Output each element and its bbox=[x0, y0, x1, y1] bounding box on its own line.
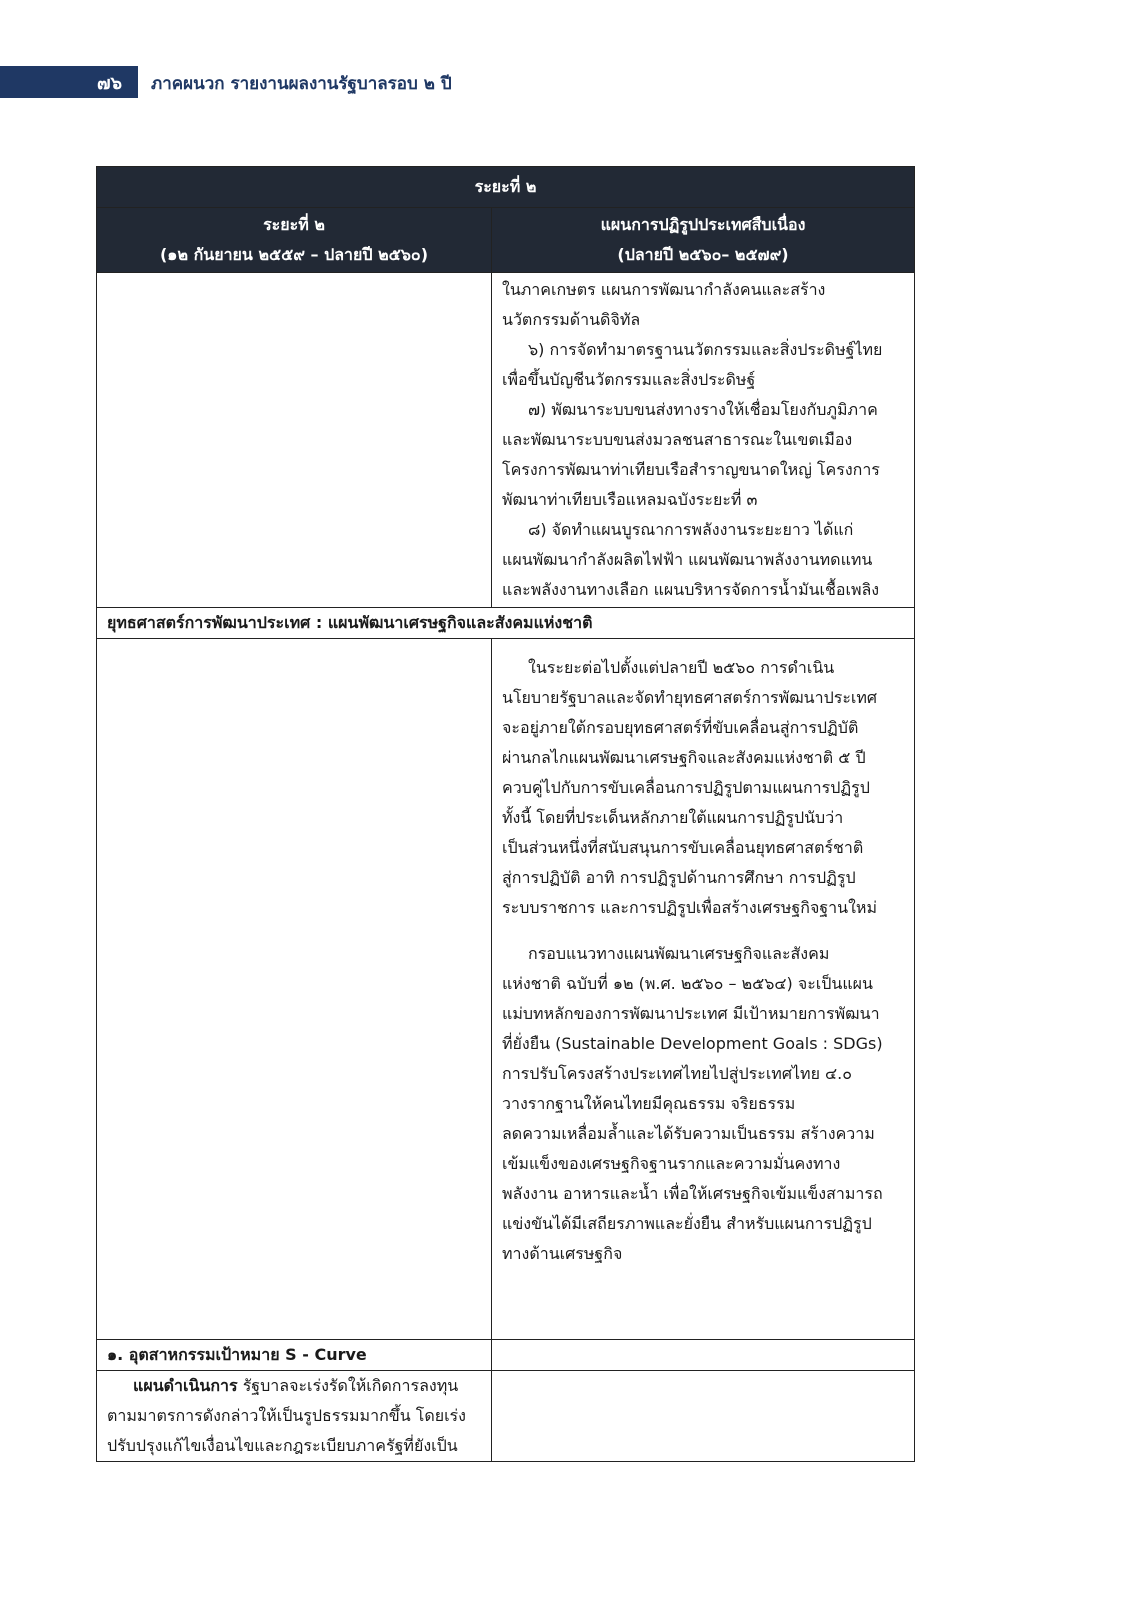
text-line: ตามมาตรการดังกล่าวให้เป็นรูปธรรมมากขึ้น โดยเร่ง bbox=[107, 1406, 466, 1425]
page-number-badge bbox=[0, 66, 138, 98]
text-line: ที่ยั่งยืน (Sustainable Development Goals : SDGs) bbox=[502, 1034, 883, 1053]
text-line: จะอยู่ภายใต้กรอบยุทธศาสตร์ที่ขับเคลื่อนสู่การปฏิบัติ bbox=[502, 718, 859, 737]
row4-right-cell bbox=[492, 1371, 915, 1462]
text-line: ผ่านกลไกแผนพัฒนาเศรษฐกิจและสังคมแห่งชาติ ๕ ปี bbox=[502, 748, 866, 767]
report-table bbox=[96, 166, 915, 1462]
column-header-phase2-dates: (๑๒ กันยายน ๒๕๕๙ – ปลายปี ๒๕๖๐) bbox=[159, 245, 428, 264]
plan-label: แผนดำเนินการ bbox=[133, 1376, 238, 1395]
text-line: พัฒนาท่าเทียบเรือแหลมฉบังระยะที่ ๓ bbox=[502, 490, 758, 509]
running-header-title: ภาคผนวก รายงานผลงานรัฐบาลรอบ ๒ ปี bbox=[151, 74, 452, 94]
text-line: ปรับปรุงแก้ไขเงื่อนไขและกฎระเบียบภาครัฐที่ยังเป็น bbox=[107, 1436, 458, 1455]
text-line: สู่การปฏิบัติ อาทิ การปฏิรูปด้านการศึกษา การปฏิรูป bbox=[502, 868, 856, 887]
text-line: โครงการพัฒนาท่าเทียบเรือสำราญขนาดใหญ่ โครงการ bbox=[502, 460, 880, 479]
text-line: ๘) จัดทำแผนบูรณาการพลังงานระยะยาว ได้แก่ bbox=[528, 520, 854, 539]
row1-left-cell bbox=[97, 273, 492, 608]
text-line: เพื่อขึ้นบัญชีนวัตกรรมและสิ่งประดิษฐ์ bbox=[502, 370, 756, 389]
row2-right-cell bbox=[492, 639, 915, 1340]
text-line: กรอบแนวทางแผนพัฒนาเศรษฐกิจและสังคม bbox=[528, 944, 830, 963]
text-line: รัฐบาลจะเร่งรัดให้เกิดการลงทุน bbox=[242, 1376, 459, 1395]
text-line: นวัตกรรมด้านดิจิทัล bbox=[502, 310, 641, 329]
text-line: นโยบายรัฐบาลและจัดทำยุทธศาสตร์การพัฒนาประเทศ bbox=[502, 688, 878, 707]
text-line: เข้มแข็งของเศรษฐกิจฐานรากและความมั่นคงทาง bbox=[502, 1154, 841, 1173]
text-line: วางรากฐานให้คนไทยมีคุณธรรม จริยธรรม bbox=[502, 1094, 796, 1113]
s-curve-heading: ๑. อุตสาหกรรมเป้าหมาย S - Curve bbox=[97, 1340, 492, 1371]
text-line: แผนพัฒนากำลังผลิตไฟฟ้า แผนพัฒนาพลังงานทดแทน bbox=[502, 550, 873, 569]
page-number: ๗๖ bbox=[97, 72, 122, 94]
text-line: ทั้งนี้ โดยที่ประเด็นหลักภายใต้แผนการปฏิรูปนับว่า bbox=[502, 808, 844, 827]
column-header-phase2 bbox=[97, 208, 492, 273]
text-line: ในระยะต่อไปตั้งแต่ปลายปี ๒๕๖๐ การดำเนิน bbox=[528, 658, 835, 677]
column-header-reform-title: แผนการปฏิรูปประเทศสืบเนื่อง bbox=[600, 215, 806, 234]
text-line: ระบบราชการ และการปฏิรูปเพื่อสร้างเศรษฐกิจฐานใหม่ bbox=[502, 898, 878, 917]
column-header-reform-dates: (ปลายปี ๒๕๖๐– ๒๕๗๙) bbox=[617, 245, 789, 264]
text-line: แข่งขันได้มีเสถียรภาพและยั่งยืน สำหรับแผนการปฏิรูป bbox=[502, 1214, 872, 1233]
row4-left-cell bbox=[97, 1371, 492, 1462]
row3-right-cell bbox=[492, 1340, 915, 1371]
text-line: ๖) การจัดทำมาตรฐานนวัตกรรมและสิ่งประดิษฐ์ไทย bbox=[528, 340, 883, 359]
text-line: พลังงาน อาหารและน้ำ เพื่อให้เศรษฐกิจเข้มแข็งสามารถ bbox=[502, 1184, 883, 1203]
text-line: แห่งชาติ ฉบับที่ ๑๒ (พ.ศ. ๒๕๖๐ – ๒๕๖๔) จะเป็นแผน bbox=[502, 974, 873, 993]
section-heading: ยุทธศาสตร์การพัฒนาประเทศ : แผนพัฒนาเศรษฐกิจและสังคมแห่งชาติ bbox=[97, 608, 915, 639]
text-line: แม่บทหลักของการพัฒนาประเทศ มีเป้าหมายการพัฒนา bbox=[502, 1004, 880, 1023]
table-top-header: ระยะที่ ๒ bbox=[97, 167, 915, 208]
text-line: เป็นส่วนหนึ่งที่สนับสนุนการขับเคลื่อนยุทธศาสตร์ชาติ bbox=[502, 838, 864, 857]
row1-right-cell bbox=[492, 273, 915, 608]
text-line: ทางด้านเศรษฐกิจ bbox=[502, 1244, 623, 1263]
text-line: ควบคู่ไปกับการขับเคลื่อนการปฏิรูปตามแผนการปฏิรูป bbox=[502, 778, 870, 797]
text-line: ลดความเหลื่อมล้ำและได้รับความเป็นธรรม สร้างความ bbox=[502, 1124, 875, 1143]
text-line: และพลังงานทางเลือก แผนบริหารจัดการน้ำมันเชื้อเพลิง bbox=[502, 580, 880, 599]
column-header-reform-plan bbox=[492, 208, 915, 273]
row2-left-cell bbox=[97, 639, 492, 1340]
column-header-phase2-title: ระยะที่ ๒ bbox=[263, 215, 325, 234]
text-line: การปรับโครงสร้างประเทศไทยไปสู่ประเทศไทย ๔.๐ bbox=[502, 1064, 853, 1083]
text-line: ๗) พัฒนาระบบขนส่งทางรางให้เชื่อมโยงกับภูมิภาค bbox=[528, 400, 878, 419]
text-line: และพัฒนาระบบขนส่งมวลชนสาธารณะในเขตเมือง bbox=[502, 430, 853, 449]
text-line: ในภาคเกษตร แผนการพัฒนากำลังคนและสร้าง bbox=[502, 280, 826, 299]
